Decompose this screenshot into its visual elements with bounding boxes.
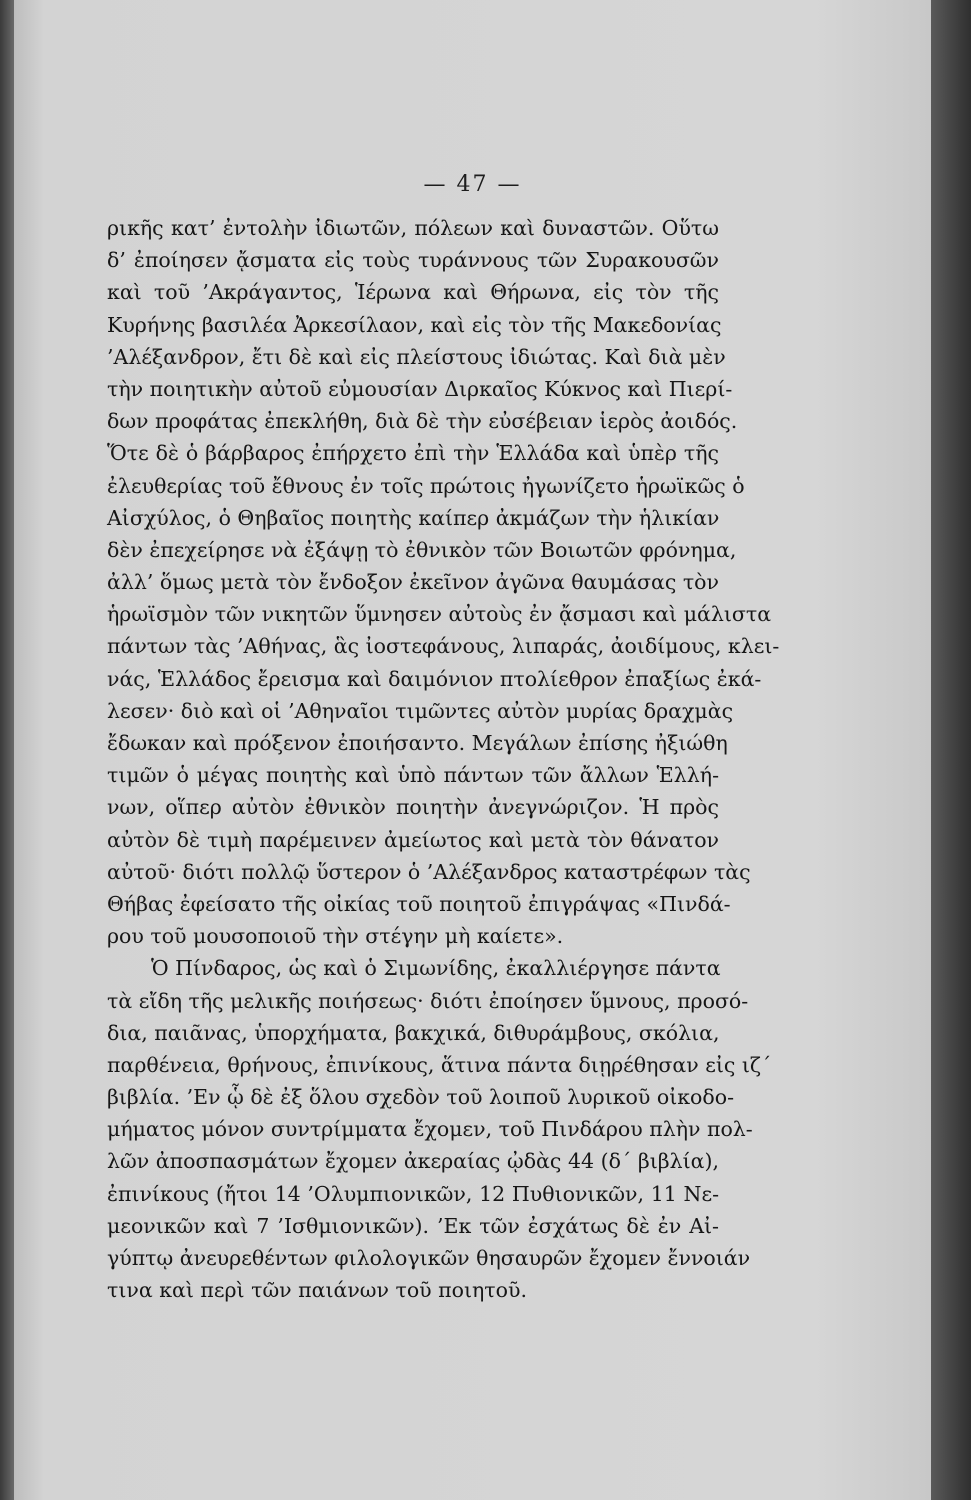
page-number: — 47 —: [423, 172, 522, 197]
text-line: τὴν ποιητικὴν αὐτοῦ εὐμουσίαν Διρκαῖος Κύκνος καὶ Πιερί-: [107, 376, 733, 401]
text-line: αὐτὸν δὲ τιμὴ παρέμεινεν ἀμείωτος καὶ μετὰ τὸν θάνατον: [107, 827, 719, 852]
text-line: τιμῶν ὁ μέγας ποιητὴς καὶ ὑπὸ πάντων τῶν ἄλλων Ἑλλή-: [107, 763, 719, 788]
text-line: ἔδωκαν καὶ πρόξενον ἐποιήσαντο. Μεγάλων ἐπίσης ἠξιώθη: [107, 731, 728, 755]
text-line: ’Αλέξανδρον, ἔτι δὲ καὶ εἰς πλείστους ἰδιώτας. Καὶ διὰ μὲν: [107, 344, 726, 369]
text-line: τινα καὶ περὶ τῶν παιάνων τοῦ ποιητοῦ.: [107, 1278, 527, 1303]
text-line: μήματος μόνον συντρίμματα ἔχομεν, τοῦ Πινδάρου πλὴν πολ-: [107, 1117, 753, 1142]
text-line: βιβλία. ’Εν ᾧ δὲ ἐξ ὅλου σχεδὸν τοῦ λοιποῦ λυρικοῦ οἰκοδο-: [107, 1085, 735, 1110]
text-line: δὲν ἐπεχείρησε νὰ ἐξάψῃ τὸ ἐθνικὸν τῶν Βοιωτῶν φρόνημα,: [107, 537, 737, 562]
text-line: Θήβας ἐφείσατο τῆς οἰκίας τοῦ ποιητοῦ ἐπιγράψας «Πινδά-: [107, 891, 731, 916]
text-line: καὶ τοῦ ’Ακράγαντος, Ἱέρωνα καὶ Θήρωνα, εἰς τὸν τῆς: [107, 280, 719, 305]
text-line: λῶν ἀποσπασμάτων ἔχομεν ἀκεραίας ᾠδὰς 44 (δ´ βιβλία),: [107, 1149, 719, 1174]
text-line: λεσεν· διὸ καὶ οἱ ’Αθηναῖοι τιμῶντες αὐτὸν μυρίας δραχμὰς: [107, 698, 734, 723]
text-line: παρθένεια, θρήνους, ἐπινίκους, ἅτινα πάντα διῃρέθησαν εἰς ιζ´: [107, 1052, 772, 1077]
scan-left-edge: [0, 0, 14, 1500]
text-line: πάντων τὰς ’Αθήνας, ἃς ἰοστεφάνους, λιπαράς, ἀοιδίμους, κλει-: [107, 634, 780, 659]
text-line: δια, παιᾶνας, ὑπορχήματα, βακχικά, διθυράμβους, σκόλια,: [107, 1020, 720, 1045]
text-line: Ὅτε δὲ ὁ βάρβαρος ἐπήρχετο ἐπὶ τὴν Ἑλλάδα καὶ ὑπὲρ τῆς: [107, 441, 719, 466]
text-line: Ὁ Πίνδαρος, ὡς καὶ ὁ Σιμωνίδης, ἐκαλλιέργησε πάντα: [151, 956, 721, 981]
scan-right-edge: [931, 0, 971, 1500]
text-line: ἡρωϊσμὸν τῶν νικητῶν ὕμνησεν αὐτοὺς ἐν ᾄσμασι καὶ μάλιστα: [107, 602, 772, 627]
text-line: δ’ ἐποίησεν ᾄσματα εἰς τοὺς τυράννους τῶν Συρακουσῶν: [107, 248, 719, 273]
text-line: μεονικῶν καὶ 7 ’Ισθμιονικῶν). ’Εκ τῶν ἐσχάτως δὲ ἐν Αἰ-: [107, 1213, 719, 1238]
text-line: γύπτῳ ἀνευρεθέντων φιλολογικῶν θησαυρῶν ἔχομεν ἔννοιάν: [107, 1246, 751, 1270]
text-line: ἐλευθερίας τοῦ ἔθνους ἐν τοῖς πρώτοις ἠγωνίζετο ἡρωϊκῶς ὁ: [107, 473, 745, 498]
text-line: ρικῆς κατ’ ἐντολὴν ἰδιωτῶν, πόλεων καὶ δυναστῶν. Οὕτω: [107, 216, 719, 240]
text-line: Κυρήνης βασιλέα Ἀρκεσίλαον, καὶ εἰς τὸν τῆς Μακεδονίας: [107, 312, 722, 337]
text-line: δων προφάτας ἐπεκλήθη, διὰ δὲ τὴν εὐσέβειαν ἱερὸς ἀοιδός.: [107, 409, 738, 434]
text-line: νων, οἵπερ αὐτὸν ἐθνικὸν ποιητὴν ἀνεγνώριζον. Ἡ πρὸς: [107, 795, 719, 820]
book-page: [14, 0, 931, 1500]
text-line: ἀλλ’ ὅμως μετὰ τὸν ἔνδοξον ἐκεῖνον ἀγῶνα θαυμάσας τὸν: [107, 570, 719, 595]
text-line: νάς, Ἑλλάδος ἔρεισμα καὶ δαιμόνιον πτολίεθρον ἐπαξίως ἐκά-: [107, 666, 762, 691]
text-line: τὰ εἴδη τῆς μελικῆς ποιήσεως· διότι ἐποίησεν ὕμνους, προσό-: [107, 988, 749, 1013]
text-line: Αἰσχύλος, ὁ Θηβαῖος ποιητὴς καίπερ ἀκμάζων τὴν ἡλικίαν: [107, 505, 720, 530]
text-line: αὐτοῦ· διότι πολλῷ ὕστερον ὁ ’Αλέξανδρος καταστρέφων τὰς: [107, 859, 751, 884]
text-line: ρου τοῦ μουσοποιοῦ τὴν στέγην μὴ καίετε».: [107, 924, 564, 949]
text-line: ἐπινίκους (ἤτοι 14 ’Ολυμπιονικῶν, 12 Πυθιονικῶν, 11 Νε-: [107, 1181, 719, 1206]
body-text: [107, 212, 780, 1306]
